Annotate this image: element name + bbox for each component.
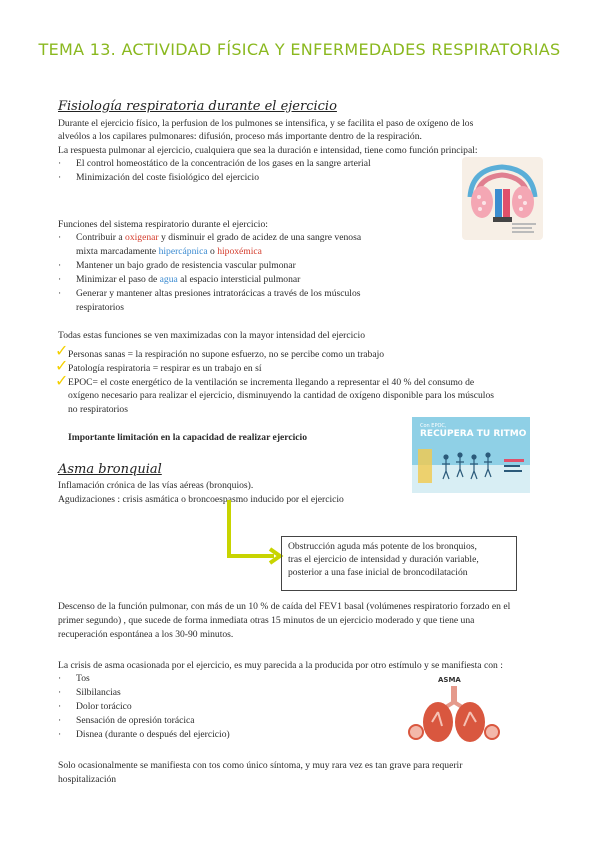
list-item-continuation: respiratorios: [76, 302, 124, 313]
list-item-continuation: oxígeno necesario para realizar el ejercicio, disminuyendo la cantidad de oxígeno disponible para los músculos: [68, 390, 494, 401]
paragraph-line: Inflamación crónica de las vías aéreas (bronquios).: [58, 480, 254, 491]
paragraph-line: La crisis de asma ocasionada por el ejercicio, es muy parecida a la producida por otro estímulo y se manifiesta con :: [58, 660, 503, 671]
functions-intro: Funciones del sistema respiratorio durante el ejercicio:: [58, 219, 268, 230]
list-item: Personas sanas = la respiración no supone esfuerzo, no se percibe como un trabajo: [68, 349, 385, 360]
epoc-campaign-image: [412, 417, 530, 493]
list-item: · Minimización del coste fisiológico del ejercicio: [76, 171, 259, 184]
asthma-lungs-illustration: [408, 676, 500, 746]
asthma-image-label: ASMA: [438, 676, 461, 684]
text-run: mixta marcadamente: [76, 246, 159, 257]
list-item: · Silbilancias: [76, 686, 121, 699]
epoc-image-headline: RECUPERA TU RITMO: [420, 429, 527, 439]
list-item: · El control homeostático de la concentración de los gases en la sangre arterial: [76, 157, 371, 170]
paragraph-line: Todas estas funciones se ven maximizadas con la mayor intensidad del ejercicio: [58, 330, 366, 341]
lungs-circulation-illustration: [462, 157, 543, 240]
paragraph-line: primer segundo) , que sucede de forma inmediata otras 15 minutos de un ejercicio moderado y que tiene una: [58, 615, 475, 626]
list-item: · Generar y mantener altas presiones intratorácicas a través de los músculos: [76, 287, 361, 300]
paragraph-line: La respuesta pulmonar al ejercicio, cualquiera que sea la duración e intensidad, tiene como función principal:: [58, 145, 478, 156]
list-item: · Sensación de opresión torácica: [76, 714, 195, 727]
list-item: [76, 273, 300, 286]
highlight-red: hipoxémica: [217, 246, 262, 257]
list-item: · Disnea (durante o después del ejercicio): [76, 728, 230, 741]
text-run: y disminuir el grado de acidez de una sangre venosa: [158, 232, 362, 243]
paragraph-line: Descenso de la función pulmonar, con más de un 10 % de caída del FEV1 basal (volúmenes respiratorio forzado en el: [58, 601, 511, 612]
list-item: · Tos: [76, 672, 90, 685]
list-item: EPOC= el coste energético de la ventilación se incrementa llegando a representar el 40 % del consumo de: [68, 377, 475, 388]
highlight-red: oxigenar: [125, 232, 159, 243]
section-heading-asma: Asma bronquial: [58, 462, 162, 477]
list-item: · Mantener un bajo grado de resistencia vascular pulmonar: [76, 259, 296, 272]
epoc-image-small-text: Con EPOC,: [420, 423, 447, 429]
paragraph-line: Agudizaciones : crisis asmática o broncoespasmo inducido por el ejercicio: [58, 494, 344, 505]
paragraph-line: Durante el ejercicio físico, la perfusion de los pulmones se intensifica, y se facilita el paso de oxígeno de los: [58, 118, 474, 129]
list-item-continuation: no respiratorios: [68, 404, 128, 415]
arrow-icon: [226, 498, 286, 566]
check-icon: ✓: [55, 341, 69, 360]
paragraph-line: Solo ocasionalmente se manifiesta con tos como único síntoma, y muy rara vez es tan grave para requerir: [58, 760, 463, 771]
callout-line: tras el ejercicio de intensidad y duración variable,: [288, 554, 479, 566]
list-item: Patología respiratoria = respirar es un trabajo en sí: [68, 363, 262, 374]
list-item: [76, 231, 361, 244]
paragraph-line: hospitalización: [58, 774, 117, 785]
highlight-blue: agua: [159, 274, 178, 285]
list-item-continuation: [76, 245, 262, 258]
section-heading-fisiologia: Fisiología respiratoria durante el ejercicio: [58, 99, 337, 114]
text-run: Contribuir a: [76, 232, 126, 243]
check-icon: ✓: [55, 356, 69, 375]
check-icon: ✓: [55, 371, 69, 390]
paragraph-line: recuperación espontánea a los 30-90 minutos.: [58, 629, 234, 640]
text-run: o: [207, 246, 218, 257]
callout-box: [281, 536, 517, 591]
callout-line: posterior a una fase inicial de broncodilatación: [288, 567, 468, 579]
highlight-blue: hipercápnica: [158, 246, 208, 257]
callout-line: Obstrucción aguda más potente de los bronquios,: [288, 541, 477, 552]
paragraph-line: alveólos a los capilares pulmonares: difusión, proceso más importante dentro de la respiración.: [58, 131, 422, 142]
page-title: TEMA 13. ACTIVIDAD FÍSICA Y ENFERMEDADES RESPIRATORIAS: [38, 40, 561, 59]
emphasis-line: Importante limitación en la capacidad de realizar ejercicio: [68, 432, 308, 443]
text-run: al espacio intersticial pulmonar: [177, 274, 301, 285]
text-run: Minimizar el paso de: [76, 274, 160, 285]
list-item: · Dolor torácico: [76, 700, 132, 713]
